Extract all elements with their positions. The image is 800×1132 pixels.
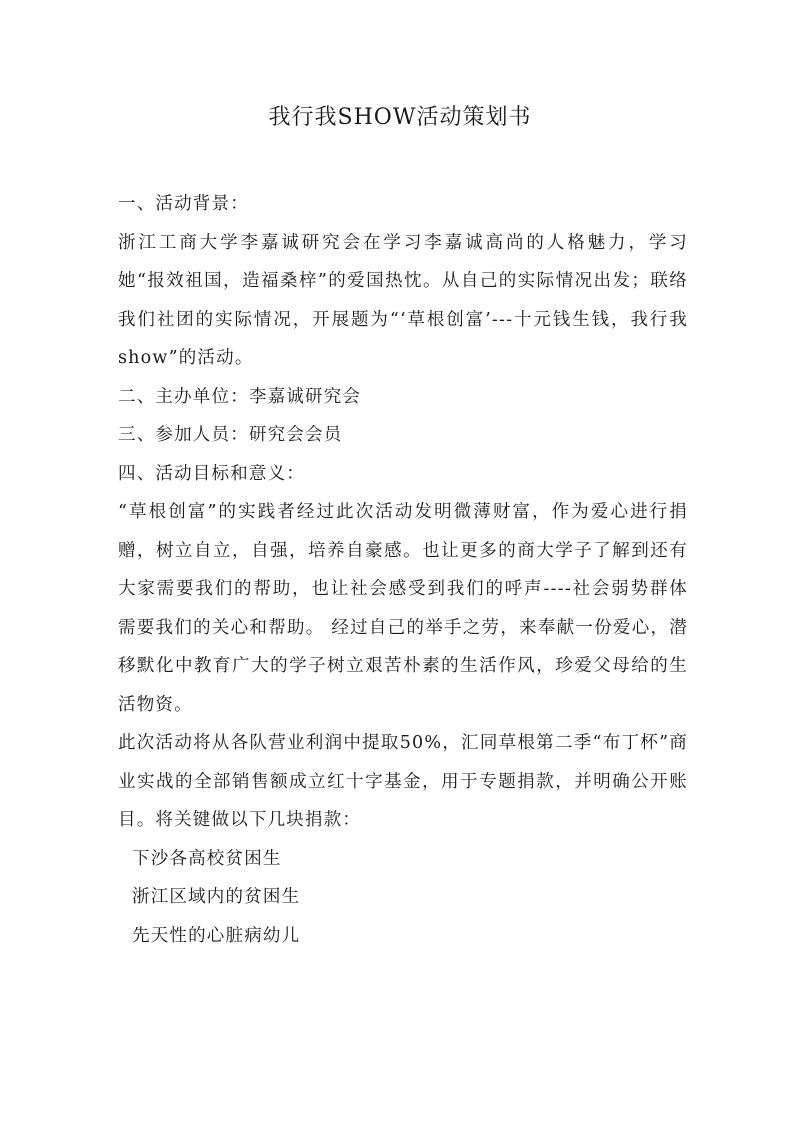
document-body: [118, 185, 688, 955]
section-heading-goals: 四、活动目标和意义：: [118, 463, 305, 484]
section-heading-background: 一、活动背景：: [118, 194, 249, 214]
organizer-line: 二、主办单位：李嘉诚研究会: [118, 386, 362, 407]
goals-paragraph: “草根创富”的实践者经过此次活动发明微薄财富，作为爱心进行捐赠，树立自立，自强，培养自豪感。也让更多的商大学子了解到还有大家需要我们的帮助，也让社会感受到我们的呼声----社会弱势群体需要我们的关心和帮助。 经过自己的举手之劳，来奉献一份爱心，潜移默化中教育广大的学子树立艰苦朴素的生活作风，珍爱父母给的生活物资。: [118, 502, 688, 715]
donation-item: 下沙各高校贫困生: [132, 848, 282, 869]
document-title: 我行我SHOW活动策划书: [268, 105, 532, 130]
donation-item: 先天性的心脏病幼儿: [132, 925, 301, 946]
background-paragraph: 浙江工商大学李嘉诚研究会在学习李嘉诚高尚的人格魅力，学习她“报效祖国，造福桑梓”的爱国热忱。从自己的实际情况出发；联络我们社团的实际情况，开展题为“‘草根创富’---十元钱生钱，我行我show”的活动。: [118, 232, 688, 368]
donation-paragraph: 此次活动将从各队营业利润中提取50%，汇同草根第二季“布丁杯”商业实战的全部销售额成立红十字基金，用于专题捐款，并明确公开账目。将关键做以下几块捐款：: [118, 733, 688, 830]
participants-line: 三、参加人员：研究会会员: [118, 425, 343, 445]
donation-item: 浙江区域内的贫困生: [132, 887, 301, 907]
